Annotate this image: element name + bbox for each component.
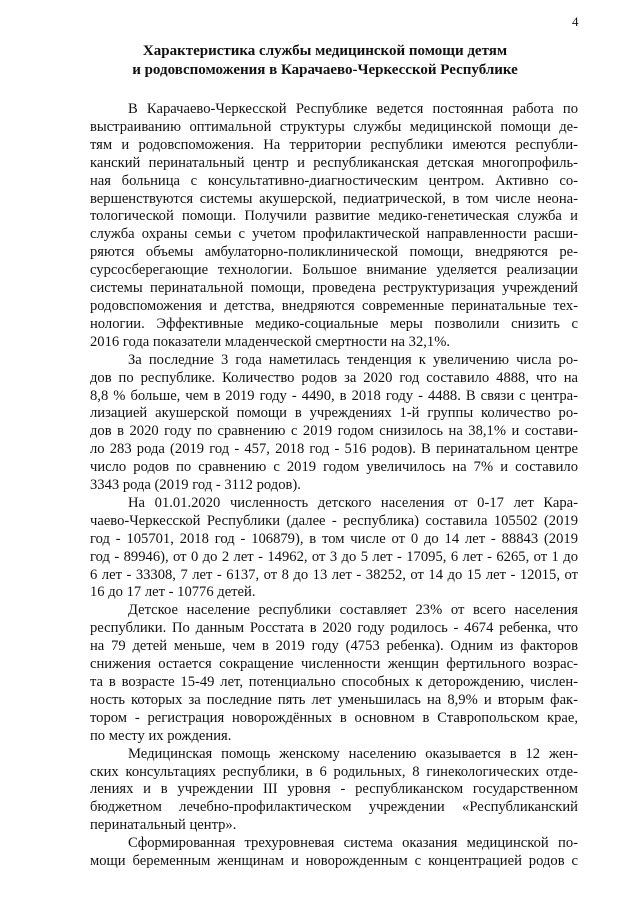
paragraph-line: 8,8 % больше, чем в 2019 году - 4490, в 2018 году - 4488. В связи с центра- (90, 387, 578, 404)
paragraph-line: 16 до 17 лет - 10776 детей. (90, 584, 256, 601)
paragraph-line: ло 283 рода (2019 год - 457, 2018 год - 516 родов). В перинатальном центре (90, 441, 578, 458)
paragraph-line: родовспоможения и детства, внедряются современные перинатальные тех- (90, 297, 578, 314)
paragraph-line: тологической помощи. Получили развитие медико-генетическая служба и (90, 208, 578, 225)
paragraph-line: лениях и в учреждении III уровня - республиканском государственном (90, 781, 578, 798)
paragraph-line: перинатальный центр». (90, 817, 237, 834)
paragraph-line: ских консультациях республики, в 6 родильных, 8 гинекологических отде- (90, 763, 578, 780)
paragraph-line: год - 105701, 2018 год - 106879), в том числе от 0 до 14 лет - 88843 (2019 (90, 530, 578, 547)
paragraph-line: служба охраны семьи с учетом профилактической направленности расши- (90, 226, 578, 243)
paragraph-line: На 01.01.2020 численность детского населения от 0-17 лет Кара- (128, 494, 578, 511)
paragraph-line: мощи беременным женщинам и новорожденным с концентрацией родов с (90, 853, 578, 870)
document-title (90, 42, 560, 80)
paragraph-line: вершенствуются системы акушерской, педиатрической, в том числе неона- (90, 190, 578, 207)
paragraph (90, 835, 578, 871)
paragraph-line: дов по республике. Количество родов за 2020 год составило 4888, что на (90, 369, 578, 386)
paragraph-line: выстраиванию оптимальной структуры службы медицинской помощи де- (90, 118, 578, 135)
paragraph (90, 746, 578, 836)
paragraph-line: 3343 рода (2019 год - 3112 родов). (90, 477, 301, 494)
paragraph-line: сурсосберегающие технологии. Большое внимание уделяется реализации (90, 262, 578, 279)
paragraph-line: За последние 3 года наметилась тенденция к увеличению числа ро- (128, 351, 578, 368)
paragraph (90, 352, 578, 495)
paragraph (90, 602, 578, 745)
paragraph (90, 495, 578, 602)
paragraph (90, 101, 578, 352)
paragraph-line: по месту их рождения. (90, 727, 232, 744)
paragraph-line: чаево-Черкесской Республики (далее - республика) составила 105502 (2019 (90, 512, 578, 529)
paragraph-line: тором - регистрация новорождённых в основном в Ставропольском крае, (90, 709, 578, 726)
paragraph-line: 2016 года показатели младенческой смертности на 32,1%. (90, 333, 451, 350)
paragraph-line: 6 лет - 33308, 7 лет - 6137, от 8 до 13 лет - 38252, от 14 до 15 лет - 12015, от (90, 566, 578, 583)
paragraph-line: снижения остается сокращение численности женщин фертильного возрас- (90, 656, 578, 673)
paragraph-line: республики. По данным Росстата в 2020 году родилось - 4674 ребенка, что (90, 620, 578, 637)
paragraph-line: та в возрасте 15-49 лет, потенциально способных к деторождению, числен- (90, 674, 578, 690)
paragraph-line: Сформированная трехуровневая система оказания медицинской по- (128, 835, 578, 852)
page-number: 4 (572, 14, 579, 29)
paragraph-line: год - 89946), от 0 до 2 лет - 14962, от 3 до 5 лет - 17095, 6 лет - 6265, от 1 до (90, 548, 578, 565)
paragraph-line: число родов по сравнению с 2019 годом увеличилось на 7% и составило (90, 459, 578, 476)
document-body (90, 101, 578, 871)
paragraph-line: тям и родовспоможения. На территории республики имеются республи- (90, 136, 578, 153)
paragraph-line: дов в 2020 году по сравнению с 2019 годом снизилось на 38,1% и состави- (90, 423, 578, 440)
paragraph-line: на 79 детей меньше, чем в 2019 году (4753 ребенка). Одним из факторов (90, 638, 578, 655)
paragraph-line: лизацией акушерской помощи в учреждениях 1-й группы количество ро- (90, 405, 578, 422)
title-line-2: и родовспоможения в Карачаево-Черкесской Республике (132, 62, 518, 78)
paragraph-line: нологии. Эффективные медико-социальные меры позволили снизить с (90, 315, 578, 332)
title-line-1: Характеристика службы медицинской помощи детям (142, 43, 508, 59)
paragraph-line: ряются объемы амбулаторно-поликлинической помощи, внедряются ре- (90, 244, 578, 261)
paragraph-line: Медицинская помощь женскому населению оказывается в 12 жен- (128, 745, 578, 762)
paragraph-line: ная больница с консультативно-диагностическим центром. Активно со- (90, 172, 578, 189)
paragraph-line: ность которых за последние пять лет уменьшилась на 8,9% и вторым фак- (90, 691, 578, 708)
paragraph-line: В Карачаево-Черкесской Республике ведется постоянная работа по (128, 101, 578, 117)
paragraph-line: Детское население республики составляет 23% от всего населения (128, 602, 578, 619)
paragraph-line: бюджетном лечебно-профилактическом учреждении «Республиканский (90, 799, 578, 816)
paragraph-line: системы перинатальной помощи, проведена реструктуризация учреждений (90, 280, 578, 297)
paragraph-line: канский перинатальный центр и республиканская детская многопрофиль- (90, 154, 578, 171)
